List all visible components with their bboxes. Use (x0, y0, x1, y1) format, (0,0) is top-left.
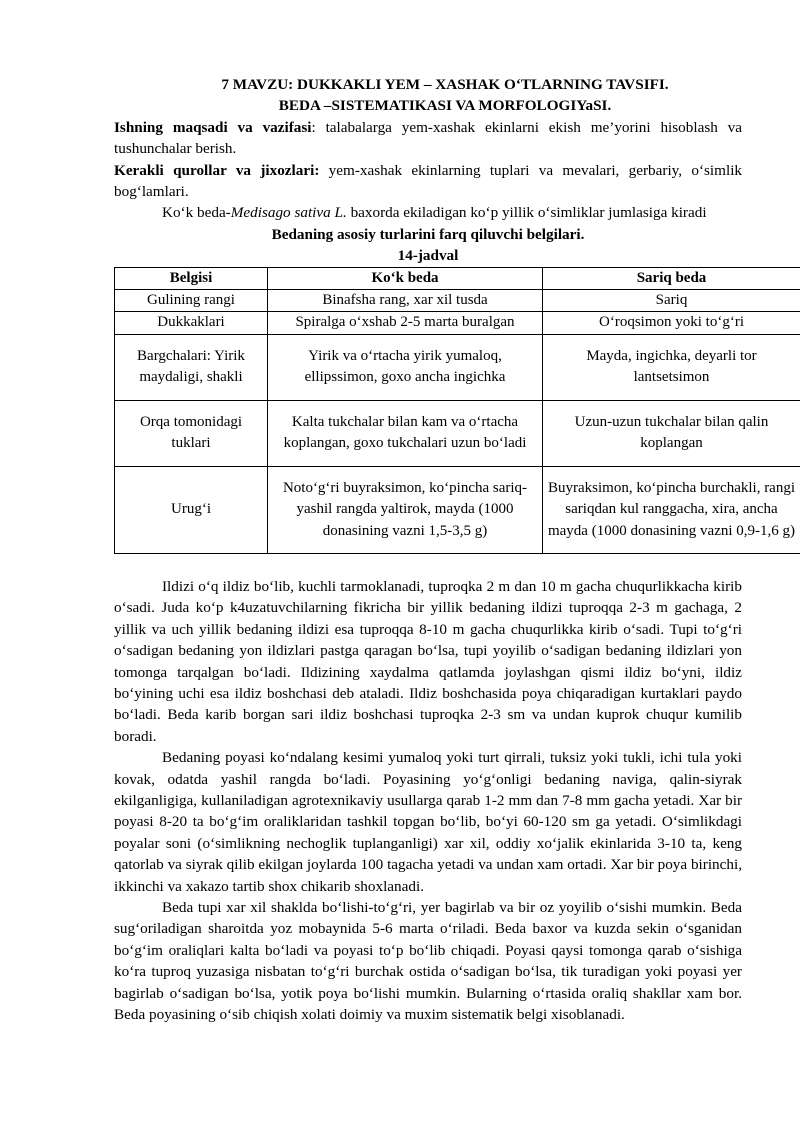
comparison-table (114, 267, 800, 554)
table-cell: Noto‘g‘ri buyraksimon, ko‘pincha sariq-yashil rangda yaltirok, mayda (1000 donasining vazni 1,5-3,5 g) (268, 466, 543, 553)
table-row (115, 400, 800, 466)
table-cell: Spiralga o‘xshab 2-5 marta buralgan (268, 312, 543, 334)
table-cell: Urug‘i (115, 466, 268, 553)
table-cell: Binafsha rang, xar xil tusda (268, 290, 543, 312)
table-header-cell: Belgisi (115, 267, 268, 289)
heading-line-1: 7 MAVZU: DUKKAKLI YEM – XASHAK O‘TLARNING TAVSIFI. (221, 76, 669, 93)
spacer (114, 554, 742, 576)
table-cell: Buyraksimon, ko‘pincha burchakli, rangi sariqdan kul ranggacha, xira, ancha mayda (1000 donasining vazni 0,9-1,6 g) (543, 466, 800, 553)
tools-label: Kerakli qurollar va jixozlari: (114, 161, 320, 179)
heading-line-2: BEDA –SISTEMATIKASI VA MORFOLOGIYaSI. (278, 97, 612, 115)
table-cell: O‘roqsimon yoki to‘g‘ri (543, 312, 800, 334)
table-header-row (115, 267, 800, 289)
aim-paragraph (114, 117, 742, 160)
body-paragraph-roots: Ildizi o‘q ildiz bo‘lib, kuchli tarmoklanadi, tuproqka 2 m dan 10 m gacha chuqurlikkacha kirib o‘sadi. Juda ko‘p k4uzatuvchilarning fikricha bir yillik bedaning ildizi tuproqqa 2-3 m gachaga, 2 yillik va uch yillik bedaning ildizi esa tuproqqa 8-10 m gacha chuqurlikka kirib o‘sadi. Tupi to‘g‘ri o‘sadigan bedaning yon ildizlari pastga qaragan bo‘lsa, tupi yoyilib o‘sadigan bedaning ildizlari yon tomonga tarqalgan bo‘ladi. Ildizining xaydalma qatlamda joylashgan qismi ildiz bo‘yni, ildiz bo‘yining uchi esa ildiz boshchasi deb ataladi. Ildiz boshchasida poya chiqaradigan kurtaklari paydo bo‘ladi. Beda karib borgan sari ildiz boshchasi tuproqka 2-3 sm va undan kuprok chuqur kumilib boradi. (114, 577, 742, 745)
table-cell: Bargchalari: Yirik maydaligi, shakli (115, 334, 268, 400)
aim-text: : talabalarga yem-xashak ekinlarni ekish me’yorini hisoblash va tushunchalar berish. (114, 118, 742, 158)
table-cell: Mayda, ingichka, deyarli tor lantsetsimon (543, 334, 800, 400)
body-paragraph-bush: Beda tupi xar xil shaklda bo‘lishi-to‘g‘ri, yer bagirlab va bir oz yoyilib o‘sishi mumkin. Beda sug‘oriladigan sharoitda yoz mobaynida 5-6 marta o‘riladi. Beda baxor va kuzda sekin o‘sganidan bo‘g‘im oraliqlari kalta bo‘ladi va poyasi to‘p bo‘lib chiqadi. Poyasi qaysi tomonga qarab o‘sishiga ko‘ra tuproq yuzasiga nisbatan to‘g‘ri burchak ostida o‘sadigan bo‘lsa, tik turadigan yoki poyasi yer bagirlab o‘sadigan bo‘lsa, yotik poya bo‘lishi mumkin. Bularning o‘rtasida oraliq shakllar xam bor. Beda poyasining o‘sib chiqish xolati doimiy va muxim sistematik belgi xisoblanadi. (114, 898, 742, 1023)
species-suffix: baxorda ekiladigan ko‘p yillik o‘simliklar jumlasiga kiradi (346, 204, 707, 222)
table-cell: Uzun-uzun tukchalar bilan qalin koplangan (543, 400, 800, 466)
table-row (115, 312, 800, 334)
tools-paragraph (114, 160, 742, 203)
aim-label: Ishning maqsadi va vazifasi (114, 118, 312, 136)
table-caption: Bedaning asosiy turlarini farq qiluvchi belgilari. (271, 225, 585, 243)
table-header-cell: Ko‘k beda (268, 267, 543, 289)
table-row (115, 466, 800, 553)
table-cell: Yirik va o‘rtacha yirik yumaloq, ellipssimon, goxo ancha ingichka (268, 334, 543, 400)
table-cell: Sariq (543, 290, 800, 312)
document-page (114, 74, 796, 1025)
table-row (115, 334, 800, 400)
table-header-cell: Sariq beda (543, 267, 800, 289)
table-number: 14-jadval (397, 247, 459, 265)
species-prefix: Ko‘k beda- (162, 204, 231, 222)
table-cell: Kalta tukchalar bilan kam va o‘rtacha koplangan, goxo tukchalari uzun bo‘ladi (268, 400, 543, 466)
table-cell: Gulining rangi (115, 290, 268, 312)
species-latin: Medisago sativa L. (230, 204, 347, 222)
body-paragraph-stem: Bedaning poyasi ko‘ndalang kesimi yumaloq yoki turt qirrali, tuksiz yoki tukli, ichi tula yoki kovak, odatda yashil rangda bo‘ladi. Poyasining yo‘g‘onligi bedaning naviga, qalin-siyrak ekilganligiga, kullaniladigan agrotexnikaviy usullarga qarab 1-2 mm dan 7-8 mm gacha yetadi. Xar bir poyasi 8-20 ta bo‘g‘im oraliklaridan tashkil topgan bo‘lib, bo‘yi 60-120 sm ga yetadi. O‘simlikdagi poyalar soni (o‘simlikning nechoglik tuplanganligi) xar xil, oddiy xo‘jalik ekinlarida 3-10 ta, keng qatorlab va siyrak qilib ekilgan joylarda 100 tagacha yetadi va undan xam ortadi. Xar bir poya birinchi, ikkinchi va xakazo tartib shox chikarib shoxlanadi. (114, 749, 742, 895)
table-cell: Orqa tomonidagi tuklari (115, 400, 268, 466)
table-row (115, 290, 800, 312)
tools-text: yem-xashak ekinlarning tuplari va mevalari, gerbariy, o‘simlik bog‘lamlari. (114, 161, 743, 201)
species-line (114, 202, 742, 223)
table-cell: Dukkaklari (115, 312, 268, 334)
